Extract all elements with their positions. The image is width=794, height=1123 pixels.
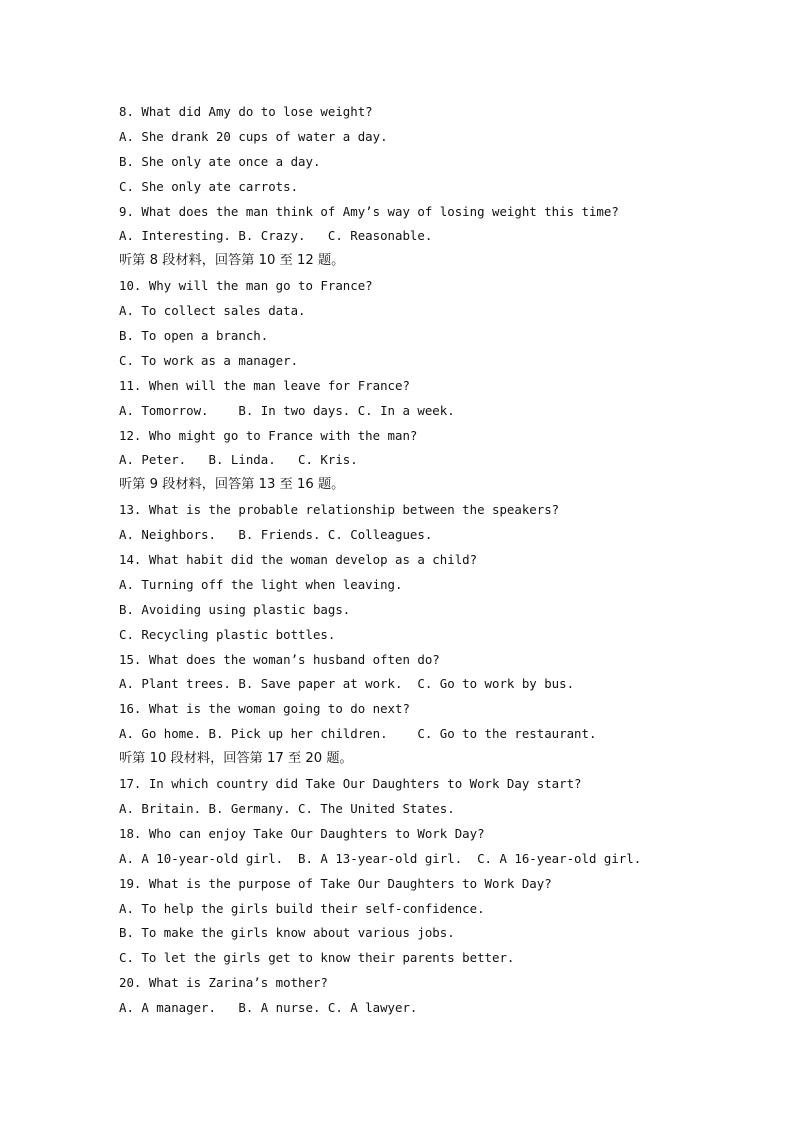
question-text: 18. Who can enjoy Take Our Daughters to Work Day? (119, 825, 485, 841)
answer-options: B. To make the girls know about various jobs. (119, 925, 455, 941)
question-text: 12. Who might go to France with the man? (119, 427, 418, 443)
answer-options: A. To collect sales data. (119, 303, 306, 319)
answer-options: A. To help the girls build their self-confidence. (119, 900, 485, 916)
answer-options: A. Interesting. B. Crazy. C. Reasonable. (119, 228, 433, 244)
question-text: 10. Why will the man go to France? (119, 278, 373, 294)
section-instruction: 听第 10 段材料，回答第 17 至 20 题。 (119, 751, 353, 767)
exam-text-block (119, 100, 679, 1021)
answer-options: C. She only ate carrots. (119, 178, 299, 194)
section-instruction: 听第 8 段材料，回答第 10 至 12 题。 (119, 253, 345, 269)
answer-options: A. Tomorrow. B. In two days. C. In a week. (119, 402, 455, 418)
answer-options: C. Recycling plastic bottles. (119, 626, 336, 642)
answer-options: A. Neighbors. B. Friends. C. Colleagues. (119, 527, 433, 543)
question-text: 15. What does the woman’s husband often do? (119, 651, 440, 667)
answer-options: C. To work as a manager. (119, 352, 299, 368)
answer-options: A. A manager. B. A nurse. C. A lawyer. (119, 1000, 418, 1016)
answer-options: A. Peter. B. Linda. C. Kris. (119, 452, 358, 468)
question-text: 8. What did Amy do to lose weight? (119, 104, 373, 119)
answer-options: A. Turning off the light when leaving. (119, 576, 403, 592)
question-text: 19. What is the purpose of Take Our Daughters to Work Day? (119, 875, 552, 891)
question-text: 14. What habit did the woman develop as a child? (119, 552, 478, 568)
answer-options: B. Avoiding using plastic bags. (119, 601, 351, 617)
answer-options: A. Britain. B. Germany. C. The United States. (119, 800, 455, 816)
answer-options: B. To open a branch. (119, 328, 269, 344)
answer-options: A. She drank 20 cups of water a day. (119, 128, 388, 144)
answer-options: A. Plant trees. B. Save paper at work. C. Go to work by bus. (119, 676, 575, 692)
question-text: 20. What is Zarina’s mother? (119, 975, 328, 991)
question-text: 11. When will the man leave for France? (119, 377, 410, 393)
answer-options: B. She only ate once a day. (119, 153, 321, 169)
section-instruction: 听第 9 段材料，回答第 13 至 16 题。 (119, 477, 345, 493)
question-text: 17. In which country did Take Our Daughters to Work Day start? (119, 776, 582, 792)
question-text: 16. What is the woman going to do next? (119, 701, 410, 717)
answer-options: A. Go home. B. Pick up her children. C. Go to the restaurant. (119, 726, 597, 742)
question-text: 9. What does the man think of Amy’s way of losing weight this time? (119, 203, 619, 219)
question-text: 13. What is the probable relationship between the speakers? (119, 502, 560, 518)
answer-options: A. A 10-year-old girl. B. A 13-year-old girl. C. A 16-year-old girl. (119, 850, 642, 866)
answer-options: C. To let the girls get to know their parents better. (119, 950, 515, 966)
